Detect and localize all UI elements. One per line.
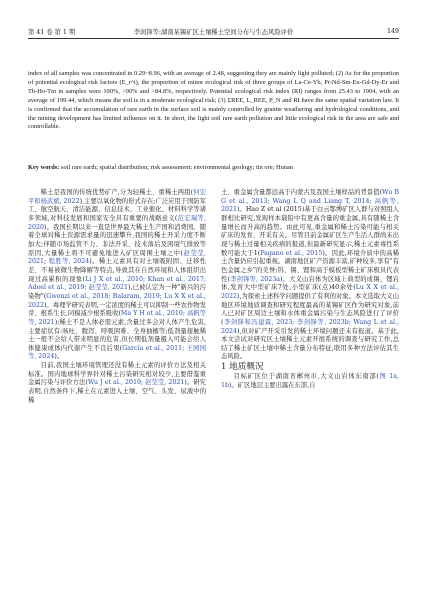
paragraph: 目前,我国土壤环境管理还没有稀土元素的评价方法及相关标准。国内地球科学界针对稀土污染研究相对较少,主要借鉴重金属污染与评价方法(Wu J et al., 2019; 赵莹莹, 2021)。研究表明,自然条件下,稀土在元素进入土壤、空气、头发、尿液中的稀 bbox=[28, 362, 206, 404]
citation-link[interactable]: Gwenzi et al., 2018; Balaram, 2019; Lu X X et al., 2022 bbox=[28, 292, 206, 309]
keywords-label: Key words: bbox=[28, 164, 60, 171]
paragraph: 目标矿区位于湖南省郴州市,大义山岩体东南部(图 1a, 1b)。矿区地层主要出露在东部,自 bbox=[221, 373, 399, 389]
citation-link[interactable]: Wu B G et al., 2013; Wang L Q and Liang T, 2014; 高帆等, 2021 bbox=[221, 189, 399, 214]
paragraph: 稀土是我国的传统优势矿产,分为轻稀土、重稀土两组(何宏平和杨武斌, 2022),主要以氧化物的形式存在;广泛应用于国防军工、航空航天、清洁能源、信息技术、工业催化、材料科学等诸多领域,对科技发展和国家安全具有重要的战略意义(范宏瑞等, 2020)。我国长期以来一直是世界最大稀土生产国和消费国。随着全球对稀土资源需求量的迅速攀升,我国的稀土开采力度不断加大;伴随市场监管不力、非法开采、技术落后及困境气排放等原因,大量稀土将不可避免地进入矿区周围土壤之中(赵莹莹, 2021; 程胜等, 2024)。稀土元素具有对土壤吸附固、迁移性差、不易被微生物降解等特点,导致其在自然环境和人体组织出现过高累积的现象(Li J X et al., 2010; Khan et al., 2017; Adeel et al., 2019; 赵莹莹, 2021),已被认定为一种"新兴的污染物"(Gwenzi et al., 2018; Balaram, 2019; Lu X X et al., 2022)。毒理学研究表明,一定浓度的稀土可以抑制一些农作物发芽、根系生长,同模减少根系吸收(Ma Y H et al., 2010; 高帆等等, 2021);稀土不是人体必需元素,含量过多会对人体产生危害,主要症状有:咳吐、腹泻、呼吸困难、全身抽搐等;低剂量接触稀土一般不会给人带来明显的危害,但长期低剂量摄入可能会给人体健康或体内代谢产生不良后果(García et al., 2011; 王园园等, 2024)。 bbox=[28, 189, 207, 361]
keywords-list: soil rare earth; spatial distribution; risk assessment; environmental geology; tin ore; Hunan bbox=[61, 164, 293, 171]
citation-link[interactable]: 赵莹莹, 2021 bbox=[28, 249, 206, 266]
header-rule bbox=[28, 38, 399, 39]
citation-link[interactable]: Pagano et al., 2015 bbox=[260, 249, 323, 257]
journal-volume: 第 41 卷 第 1 期 bbox=[28, 28, 76, 36]
citation-link[interactable]: García et al., 2011; 王园园等, 2024 bbox=[28, 344, 206, 361]
body-left-column bbox=[28, 189, 206, 405]
page-number: 149 bbox=[386, 27, 399, 35]
running-header bbox=[28, 25, 399, 37]
citation-link[interactable]: Li J X et al., 2010; Khan et al., 2017; Adeel et al., 2019; 赵莹莹, 2021 bbox=[28, 275, 206, 292]
paragraph: 土、重金属含量都远高于内蒙古及我国土壤样品的背景值(Wu B G et al., 2013; Wang L Q and Liang T, 2014; 高帆等, 2021)。Hao Z et al (2015)基于白云鄂博矿区人群与对照组人群相比研究,发现样本载铅中有更高含量的重金属,具有随稀土含量增长而升高的趋势。由此可见,重金属和稀土污染可能与相关矿床的发育、开采有关。尽管目前金属矿区生产生活人群尚未出现与稀土过量相关疾病的报道,但最新研究显示,稀土元素毒性系数可能大于1(Pagano et al., 2015)。因此,环境介质中的高稀土含量仍应引起重视。湖南地区矿产资源丰富,矿种较多,享有"有色金属之乡"的美誉;钨、锡、锂和高于模板型稀土矿床极具代表性(李剑锋等, 2023a)。大义山岩体为区域上典型的成锡、锂岩体,发育大中型矿床7处,小型矿床(点)40余处(Lu X X et al., 2022),为探索土述科学问题提供了有利的对象。本文选取大义山地区环境地质调查和研究程度最高的某锡矿区作为研究对象,前人已对矿区周边土壤和水体重金属污染与生态风险进行了评价(李剑锋和冯建霖, 2023; 李剑锋等, 2023b; Wang L et al., 2024),但对矿产开采引发的稀土环境问题还未有报道。基于此,本文尝试对研究区土壤稀土元素开展系统的调查与研究工作,总结了稀土矿区土壤中稀土含量分布特征,联用多种方法评估其生态风险。 bbox=[221, 189, 399, 361]
citation-link[interactable]: Lu X X et al., 2022 bbox=[221, 284, 399, 300]
citation-link[interactable]: Ma Y H et al., 2010; 高帆等等, 2021 bbox=[28, 310, 206, 326]
citation-link[interactable]: 何宏平和杨武斌, 2022 bbox=[28, 189, 207, 205]
abstract-continuation bbox=[28, 70, 399, 132]
figure-reference[interactable]: 图 1a, 1b bbox=[221, 373, 399, 389]
running-title: 李润锋等:湖南某锡矿区土壤稀土空间分布与生态风险评价 bbox=[133, 28, 294, 36]
citation-link[interactable]: 范宏瑞等, 2020 bbox=[28, 214, 206, 231]
section-heading: 1 地质概况 bbox=[221, 362, 264, 373]
citation-link[interactable]: Wu J et al., 2019; 赵莹莹, 2021 bbox=[87, 379, 185, 387]
keywords-line bbox=[28, 164, 399, 173]
citation-link[interactable]: 李剑锋和冯建霖, 2023; 李剑锋等, 2023b; Wang L et al., 2024 bbox=[221, 318, 399, 335]
citation-link[interactable]: 李剑锋等, 2023a bbox=[229, 275, 280, 283]
citation-link[interactable]: 程胜等, 2024 bbox=[48, 258, 90, 266]
abstract-text: index of all samples was concentrated in 0.29~8.96, with an average of 2.48, suggesting they are mainly light polluted; (2) As for the proportion of potential ecological risk factors (E_r^i), the proportion of minor ecological risk of three groups of La-Ce-Yb, Pr-Nd-Sm-Eu-Gd-Dy-Er and Tb-Ho-Tm in samples were 100%, >90% and >84.8%, respectively. Potential ecological risk index (RI) ranges from 25.43 to 1904, with an average of 199.44, which means the soil is in a moderate ecological risk; (3) ΣREE, L_REE, P_N and RI have the same spatial variation law. It is confirmed that the accumulation of rare earth in the surface soil is mainly controlled by granite weathering and hydrological conditions, and the mining development has limited influence on it. In short, the light soil rare earth pollution and little ecological risk in the area are safe and controllable. bbox=[28, 70, 399, 131]
body-right-column bbox=[221, 189, 399, 390]
